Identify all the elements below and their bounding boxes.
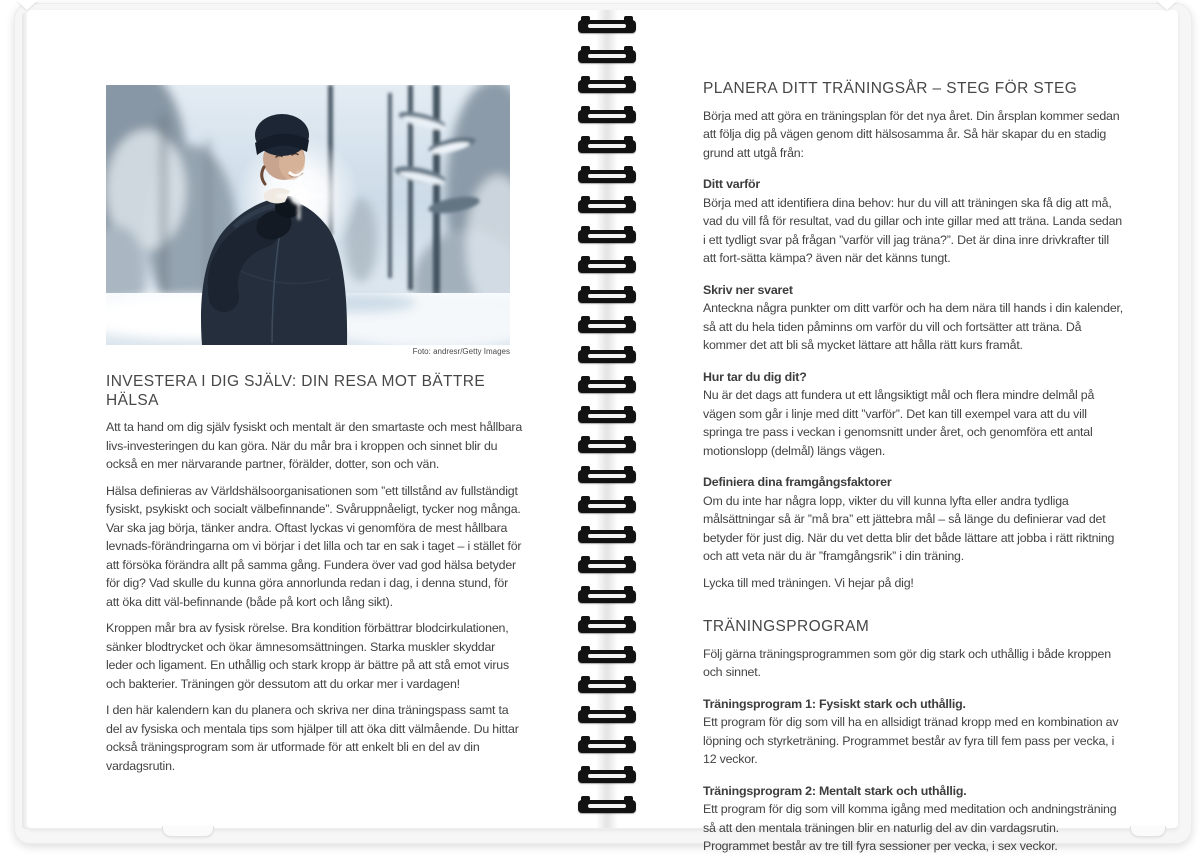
right-page [703,80,1123,864]
left-paragraph: I den här kalendern kan du planera och skriva ner dina träningspass samt ta del av fysiska och mentala tips som hjälper till att öka ditt välmående. Du hittar också träningsprogram som är utformade för att enkelt bli en del av din vardagsrutin. [106,703,519,773]
left-paragraph: Att ta hand om dig själv fysiskt och mentalt är den smartaste och mest hållbara livs-investeringen du kan göra. När du mår bra i kroppen och sinnet blir du också en mer närvarande partner, förälder, dotter, son och vän. [106,420,523,472]
program-body: Ett program för dig som vill komma igång med meditation och andningsträning så att den mentala träningen blir en naturlig del av din vardagsrutin. Programmet består av tre till fyra sessioner per vecka, i sex veckor. [703,802,1117,854]
left-paragraph: Hälsa definieras av Världshälsoorganisationen som ”ett tillstånd av fullständigt fysiskt, psykiskt och socialt välbefinnande”. Svåruppnåeligt, tycker nog många. Var ska jag börja, tänker andra. Oftast lyckas vi genomföra de mest hållbara levnads-förändringarna om vi börjar i det lilla och tar en sak i taget – i stället för att försöka förändra allt på samma gång. Fundera över vad god hälsa betyder för dig? Vad skulle du kunna göra annorlunda redan i dag, i denna stund, för att öka ditt väl-befinnande (både på kort och lång sikt). [106,483,522,609]
section-body: Om du inte har några lopp, vikter du vill kunna lyfta eller andra tydliga målsättningar så är ”må bra” ett jättebra mål – så länge du definierar vad det betyder för just dig. När du vet detta blir det både lättare att jobba i rätt riktning och att veta när du är ”framgångsrik” i din träning. [703,493,1115,564]
programs-heading: TRÄNINGSPROGRAM [703,618,870,636]
program-title: Träningsprogram 2: Mentalt stark och uthållig. [703,783,967,798]
left-paragraph: Kroppen mår bra av fysisk rörelse. Bra kondition förbättrar blodcirkulationen, sänker blodtrycket och ökar ämnesomsättningen. Starka muskler skyddar leder och ligament. En uthållig och stark kropp är bättre på att stå emot virus och bakterier. Träningen gör dessutom att du orkar mer i vardagen! [106,621,509,691]
left-page-heading: INVESTERA I DIG SJÄLV: DIN RESA MOT BÄTTRE HÄLSA [106,373,486,409]
center-page-seam [596,10,618,828]
section-title: Definiera dina framgångsfaktorer [703,475,892,490]
page-notch [1156,0,1178,10]
section-body: Nu är det dags att fundera ut ett långsiktigt mål och flera mindre delmål på vägen som går i linje med ditt ”varför”. Det kan till exempel vara att du vill springa tre pass i veckan i genomsnitt under året, och genomföra ett antal motionslopp (delmål) längs vägen. [703,388,1095,458]
page-notch [16,0,38,10]
program-body: Ett program för dig som vill ha en allsidigt tränad kropp med en kombination av löpning och styrketräning. Programmet består av fyra till fem pass per vecka, i 12 veckor. [703,715,1119,767]
section-title: Ditt varför [703,177,761,192]
section-title: Hur tar du dig dit? [703,369,807,384]
right-page-heading: PLANERA DITT TRÄNINGSÅR – STEG FÖR STEG [703,80,1078,97]
closing-line: Lycka till med träningen. Vi hejar på dig! [703,575,914,590]
winter-runner-photo [106,85,510,345]
page-edge-bump [162,826,214,837]
section-body: Börja med att identifiera dina behov: hur du vill att träningen ska få dig att må, vad du vill få för resultat, vad du gillar och inte gillar med att träna. Landa sedan i ett tydligt svar på frågan ”varför vill jag träna?”. Det är dina inre drivkrafter till att fort-sätta kämpa? även när det känns tungt. [703,195,1122,266]
programs-intro: Följ gärna träningsprogrammen som gör dig stark och uthållig i både kroppen och sinnet. [703,646,1111,680]
left-page [106,85,522,783]
section-title: Skriv ner svaret [703,282,793,297]
section-body: Anteckna några punkter om ditt varför och ha dem nära till hands i din kalender, så att du hela tiden påminns om varför du vill och fortsätter att träna. Då kommer det att bli så mycket lättare att hålla rätt kurs framåt. [703,301,1123,353]
photo-credit: Foto: andresr/Getty Images [412,347,510,356]
page-edge-bump [1130,826,1166,837]
right-intro: Börja med att göra en träningsplan för det nya året. Din årsplan kommer sedan att följa dig på vägen genom ditt hälsosamma år. Så här skapar du en stadig grund att utgå från: [703,108,1120,160]
program-title: Träningsprogram 1: Fysiskt stark och uthållig. [703,696,966,711]
